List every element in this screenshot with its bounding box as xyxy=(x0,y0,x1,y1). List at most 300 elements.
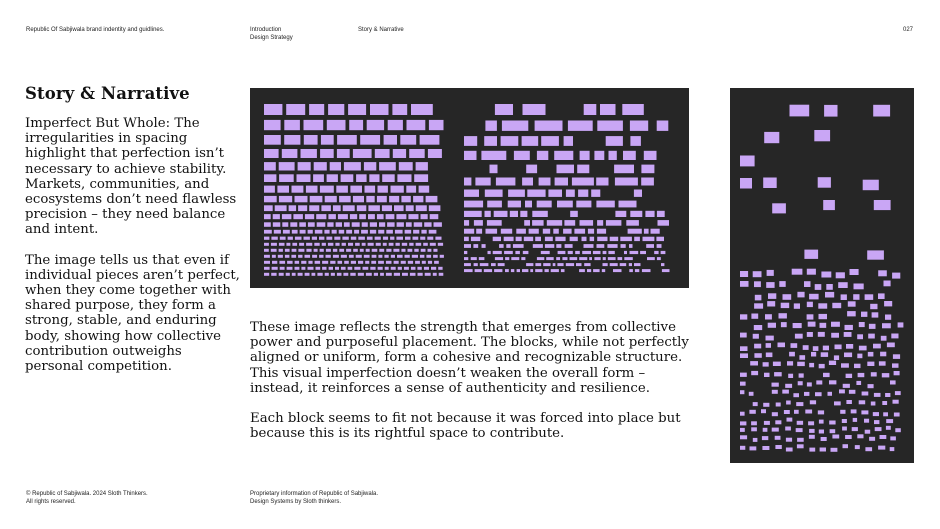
block-shape xyxy=(754,344,761,349)
block-shape xyxy=(893,400,899,404)
block-shape xyxy=(320,186,334,193)
block-shape xyxy=(807,332,813,337)
block-shape xyxy=(391,186,404,193)
block-shape xyxy=(298,162,311,170)
block-shape xyxy=(740,333,747,338)
block-shape xyxy=(807,302,813,307)
block-shape xyxy=(337,135,357,145)
block-shape xyxy=(348,243,353,246)
block-shape xyxy=(410,273,416,276)
block-shape xyxy=(305,273,310,276)
block-shape xyxy=(545,269,549,272)
block-shape xyxy=(880,435,887,439)
block-shape xyxy=(292,273,296,276)
block-shape xyxy=(508,190,525,197)
block-shape xyxy=(321,205,331,211)
block-shape xyxy=(401,261,406,264)
block-shape xyxy=(387,222,395,227)
block-shape xyxy=(414,174,428,182)
block-shape xyxy=(342,237,348,240)
block-shape xyxy=(353,149,372,158)
block-shape xyxy=(329,267,333,270)
block-shape xyxy=(577,165,589,174)
block-shape xyxy=(353,249,358,252)
block-shape xyxy=(823,346,829,351)
block-shape xyxy=(772,203,786,213)
block-shape xyxy=(787,418,793,422)
block-shape xyxy=(292,243,297,246)
block-shape xyxy=(869,324,876,329)
block-shape xyxy=(870,304,877,309)
block-shape xyxy=(740,271,748,277)
block-shape xyxy=(535,121,563,131)
block-shape xyxy=(856,381,861,385)
block-shape xyxy=(895,391,901,395)
block-shape xyxy=(863,180,879,191)
block-shape xyxy=(584,104,597,115)
block-shape xyxy=(844,332,852,337)
block-shape xyxy=(354,267,360,270)
block-shape xyxy=(413,230,419,234)
block-shape xyxy=(613,269,622,272)
block-shape xyxy=(845,325,853,330)
block-shape xyxy=(282,149,298,158)
block-shape xyxy=(409,243,413,246)
block-shape xyxy=(545,244,554,248)
block-shape xyxy=(884,281,891,287)
block-shape xyxy=(264,273,269,276)
block-shape xyxy=(326,237,332,240)
block-shape xyxy=(343,205,355,211)
block-shape xyxy=(809,448,815,452)
block-shape xyxy=(411,104,433,115)
block-shape xyxy=(829,380,836,384)
block-shape xyxy=(368,205,380,211)
block-shape xyxy=(587,269,591,272)
block-shape xyxy=(821,272,831,278)
block-shape xyxy=(325,273,329,276)
block-shape xyxy=(772,383,779,387)
block-shape xyxy=(310,196,323,202)
block-shape xyxy=(322,267,326,270)
block-shape xyxy=(333,205,341,211)
block-shape xyxy=(784,410,790,414)
block-shape xyxy=(384,135,397,145)
block-shape xyxy=(304,135,318,145)
block-shape xyxy=(424,267,429,270)
block-shape xyxy=(841,363,849,367)
block-shape xyxy=(284,120,300,130)
block-shape xyxy=(464,229,474,234)
block-shape xyxy=(893,354,900,359)
block-shape xyxy=(754,353,761,358)
block-shape xyxy=(740,382,746,386)
block-shape xyxy=(834,401,841,405)
block-shape xyxy=(317,273,322,276)
block-shape xyxy=(423,243,428,246)
block-shape xyxy=(326,255,331,258)
block-shape xyxy=(418,273,423,276)
block-shape xyxy=(557,263,563,266)
block-shape xyxy=(641,178,654,186)
block-shape xyxy=(886,419,893,423)
block-shape xyxy=(803,345,809,350)
block-shape xyxy=(654,251,658,254)
block-shape xyxy=(377,214,384,219)
block-shape xyxy=(749,410,755,414)
block-shape xyxy=(514,151,530,160)
block-shape xyxy=(603,251,607,254)
block-shape xyxy=(543,263,550,266)
block-shape xyxy=(344,261,349,264)
block-shape xyxy=(580,220,594,226)
block-shape xyxy=(306,243,312,246)
block-shape xyxy=(401,249,405,252)
blocks-tall-graphic xyxy=(730,88,914,463)
block-shape xyxy=(364,162,376,170)
block-shape xyxy=(532,220,544,226)
block-shape xyxy=(841,294,847,300)
block-shape xyxy=(433,255,438,258)
block-shape xyxy=(378,255,382,258)
block-shape xyxy=(661,251,666,254)
block-shape xyxy=(662,269,670,272)
block-shape xyxy=(333,249,337,252)
block-shape xyxy=(535,269,542,272)
block-shape xyxy=(379,249,384,252)
left-column-text xyxy=(25,116,240,389)
block-shape xyxy=(868,334,875,339)
block-shape xyxy=(853,418,857,422)
block-shape xyxy=(320,249,324,252)
block-shape xyxy=(526,263,533,266)
block-shape xyxy=(271,243,277,246)
block-shape xyxy=(333,255,339,258)
block-shape xyxy=(537,257,544,260)
block-shape xyxy=(820,323,827,328)
block-shape xyxy=(420,255,425,258)
block-shape xyxy=(793,323,802,328)
block-shape xyxy=(480,263,489,266)
block-shape xyxy=(375,149,390,158)
block-shape xyxy=(391,255,395,258)
block-shape xyxy=(414,222,423,227)
page-number: 027 xyxy=(902,27,913,33)
block-shape xyxy=(464,244,471,248)
block-shape xyxy=(608,251,614,254)
block-shape xyxy=(871,372,877,376)
block-shape xyxy=(797,421,803,425)
block-shape xyxy=(316,267,321,270)
block-shape xyxy=(508,201,521,208)
block-shape xyxy=(845,435,852,439)
block-shape xyxy=(359,214,366,219)
block-shape xyxy=(657,121,669,131)
block-shape xyxy=(516,237,522,241)
block-shape xyxy=(488,251,491,254)
block-shape xyxy=(356,255,362,258)
block-shape xyxy=(327,120,346,130)
block-shape xyxy=(389,196,399,202)
block-shape xyxy=(778,343,786,348)
block-shape xyxy=(772,428,779,432)
block-shape xyxy=(284,135,300,145)
block-shape xyxy=(474,220,483,226)
paragraph-collective: The image tells us that even if individual pieces aren’t perfect, when they come together with shared purpose, they form a strong, stable, and enduring body, showing how collective contribution outweighs personal competition. xyxy=(25,252,240,375)
block-shape xyxy=(607,244,617,248)
block-shape xyxy=(751,421,757,425)
block-shape xyxy=(794,303,800,308)
block-shape xyxy=(264,222,271,227)
block-shape xyxy=(379,222,385,227)
block-shape xyxy=(813,346,819,351)
block-shape xyxy=(622,104,644,115)
block-shape xyxy=(286,104,305,115)
block-shape xyxy=(424,222,431,227)
block-shape xyxy=(351,261,356,264)
block-shape xyxy=(388,120,403,130)
block-shape xyxy=(890,447,895,451)
block-shape xyxy=(374,273,378,276)
block-shape xyxy=(342,243,346,246)
block-shape xyxy=(367,237,373,240)
block-shape xyxy=(440,255,444,258)
block-shape xyxy=(825,292,834,298)
block-shape xyxy=(810,400,816,404)
block-shape xyxy=(740,346,748,351)
block-shape xyxy=(299,243,304,246)
block-shape xyxy=(429,230,437,234)
block-shape xyxy=(363,267,369,270)
block-shape xyxy=(776,403,781,407)
block-shape xyxy=(818,177,831,188)
block-shape xyxy=(591,190,600,197)
block-shape xyxy=(872,312,879,317)
block-shape xyxy=(596,201,614,208)
block-shape xyxy=(511,269,514,272)
block-shape xyxy=(775,420,781,424)
block-shape xyxy=(408,214,418,219)
block-shape xyxy=(464,237,469,241)
block-shape xyxy=(366,273,372,276)
block-shape xyxy=(355,243,360,246)
block-shape xyxy=(334,237,340,240)
block-shape xyxy=(271,249,277,252)
block-shape xyxy=(859,346,867,351)
block-shape xyxy=(306,186,318,193)
block-shape xyxy=(319,255,323,258)
block-shape xyxy=(368,243,374,246)
block-shape xyxy=(404,267,409,270)
block-shape xyxy=(287,261,293,264)
block-shape xyxy=(380,273,384,276)
block-shape xyxy=(834,355,839,360)
block-shape xyxy=(610,263,618,266)
block-shape xyxy=(317,222,326,227)
block-shape xyxy=(781,322,787,327)
block-shape xyxy=(818,410,824,414)
block-shape xyxy=(819,364,825,368)
block-shape xyxy=(435,237,441,240)
block-shape xyxy=(847,311,856,316)
block-shape xyxy=(341,174,354,182)
block-shape xyxy=(658,220,670,226)
block-shape xyxy=(386,273,392,276)
block-shape xyxy=(479,257,485,260)
block-shape xyxy=(389,243,394,246)
block-shape xyxy=(464,136,477,146)
block-shape xyxy=(496,178,516,186)
block-shape xyxy=(392,104,407,115)
block-shape xyxy=(288,237,293,240)
block-shape xyxy=(349,120,363,130)
block-shape xyxy=(541,136,559,146)
block-shape xyxy=(785,384,792,388)
block-shape xyxy=(886,426,891,430)
block-shape xyxy=(565,244,573,248)
block-shape xyxy=(502,121,528,131)
block-shape xyxy=(634,263,641,266)
block-shape xyxy=(420,237,425,240)
block-shape xyxy=(271,237,277,240)
block-shape xyxy=(751,371,758,375)
block-shape xyxy=(867,362,874,366)
block-shape xyxy=(504,237,514,241)
block-shape xyxy=(336,186,348,193)
block-shape xyxy=(796,428,803,432)
block-shape xyxy=(753,438,758,442)
block-shape xyxy=(397,222,404,227)
block-shape xyxy=(316,214,326,219)
proprietary-line: Proprietary information of Republic of Sabjiwala. xyxy=(250,491,379,497)
block-shape xyxy=(645,211,654,217)
block-shape xyxy=(861,410,868,414)
block-shape xyxy=(366,196,374,202)
block-shape xyxy=(849,390,856,394)
block-shape xyxy=(626,220,639,226)
block-shape xyxy=(890,436,896,440)
block-shape xyxy=(339,196,351,202)
block-shape xyxy=(295,267,300,270)
block-shape xyxy=(529,229,539,234)
block-shape xyxy=(285,249,290,252)
block-shape xyxy=(417,267,421,270)
block-shape xyxy=(779,313,787,318)
block-shape xyxy=(881,336,887,341)
block-shape xyxy=(878,293,885,299)
block-shape xyxy=(299,222,306,227)
middle-column-text xyxy=(250,320,690,456)
block-shape xyxy=(393,249,399,252)
block-shape xyxy=(336,222,342,227)
block-shape xyxy=(807,382,812,386)
block-shape xyxy=(869,437,875,441)
block-shape xyxy=(848,301,856,306)
block-shape xyxy=(600,104,616,115)
block-shape xyxy=(582,251,591,254)
block-shape xyxy=(553,229,559,234)
block-shape xyxy=(610,237,619,241)
block-shape xyxy=(740,281,749,287)
block-shape xyxy=(264,237,269,240)
block-shape xyxy=(830,429,836,433)
block-shape xyxy=(761,409,766,413)
block-shape xyxy=(486,229,498,234)
block-shape xyxy=(867,250,884,259)
block-shape xyxy=(419,186,430,193)
block-shape xyxy=(495,257,503,260)
block-shape xyxy=(805,410,812,414)
block-shape xyxy=(818,303,827,308)
block-shape xyxy=(823,200,835,210)
block-shape xyxy=(740,435,747,439)
block-shape xyxy=(740,412,745,416)
block-shape xyxy=(792,269,803,275)
block-shape xyxy=(421,230,426,234)
block-shape xyxy=(533,244,543,248)
block-shape xyxy=(874,200,891,210)
block-shape xyxy=(566,190,575,197)
block-shape xyxy=(371,261,376,264)
block-shape xyxy=(882,373,890,377)
block-shape xyxy=(579,269,585,272)
block-shape xyxy=(292,230,298,234)
block-shape xyxy=(525,201,532,208)
block-shape xyxy=(603,263,608,266)
block-shape xyxy=(656,237,664,241)
block-shape xyxy=(420,135,440,145)
block-shape xyxy=(646,244,654,248)
block-shape xyxy=(740,314,747,319)
block-shape xyxy=(494,269,502,272)
block-shape xyxy=(273,214,280,219)
block-shape xyxy=(894,413,900,417)
block-shape xyxy=(272,255,276,258)
block-shape xyxy=(766,336,774,341)
block-shape xyxy=(321,135,334,145)
chapter-intro: Introduction xyxy=(250,27,282,33)
block-shape xyxy=(892,273,900,279)
blocks-illustration-tall xyxy=(730,88,914,463)
block-shape xyxy=(393,149,406,158)
block-shape xyxy=(793,393,799,397)
block-shape xyxy=(367,120,384,130)
block-shape xyxy=(615,178,638,186)
block-shape xyxy=(464,201,483,208)
block-shape xyxy=(277,186,289,193)
block-shape xyxy=(406,222,412,227)
block-shape xyxy=(510,211,518,217)
block-shape xyxy=(584,263,590,266)
block-shape xyxy=(378,267,383,270)
block-shape xyxy=(279,174,294,182)
block-shape xyxy=(490,165,498,174)
block-shape xyxy=(279,273,284,276)
block-shape xyxy=(522,269,528,272)
block-shape xyxy=(370,222,377,227)
block-shape xyxy=(341,267,346,270)
block-shape xyxy=(298,249,304,252)
block-shape xyxy=(763,178,777,189)
block-shape xyxy=(854,364,861,368)
block-shape xyxy=(879,361,886,365)
block-shape xyxy=(412,255,418,258)
block-shape xyxy=(320,149,334,158)
copyright-line: © Republic of Sabjiwala. 2024 Sloth Thinkers. xyxy=(26,491,148,497)
block-shape xyxy=(295,261,300,264)
block-shape xyxy=(292,249,297,252)
block-shape xyxy=(505,269,509,272)
